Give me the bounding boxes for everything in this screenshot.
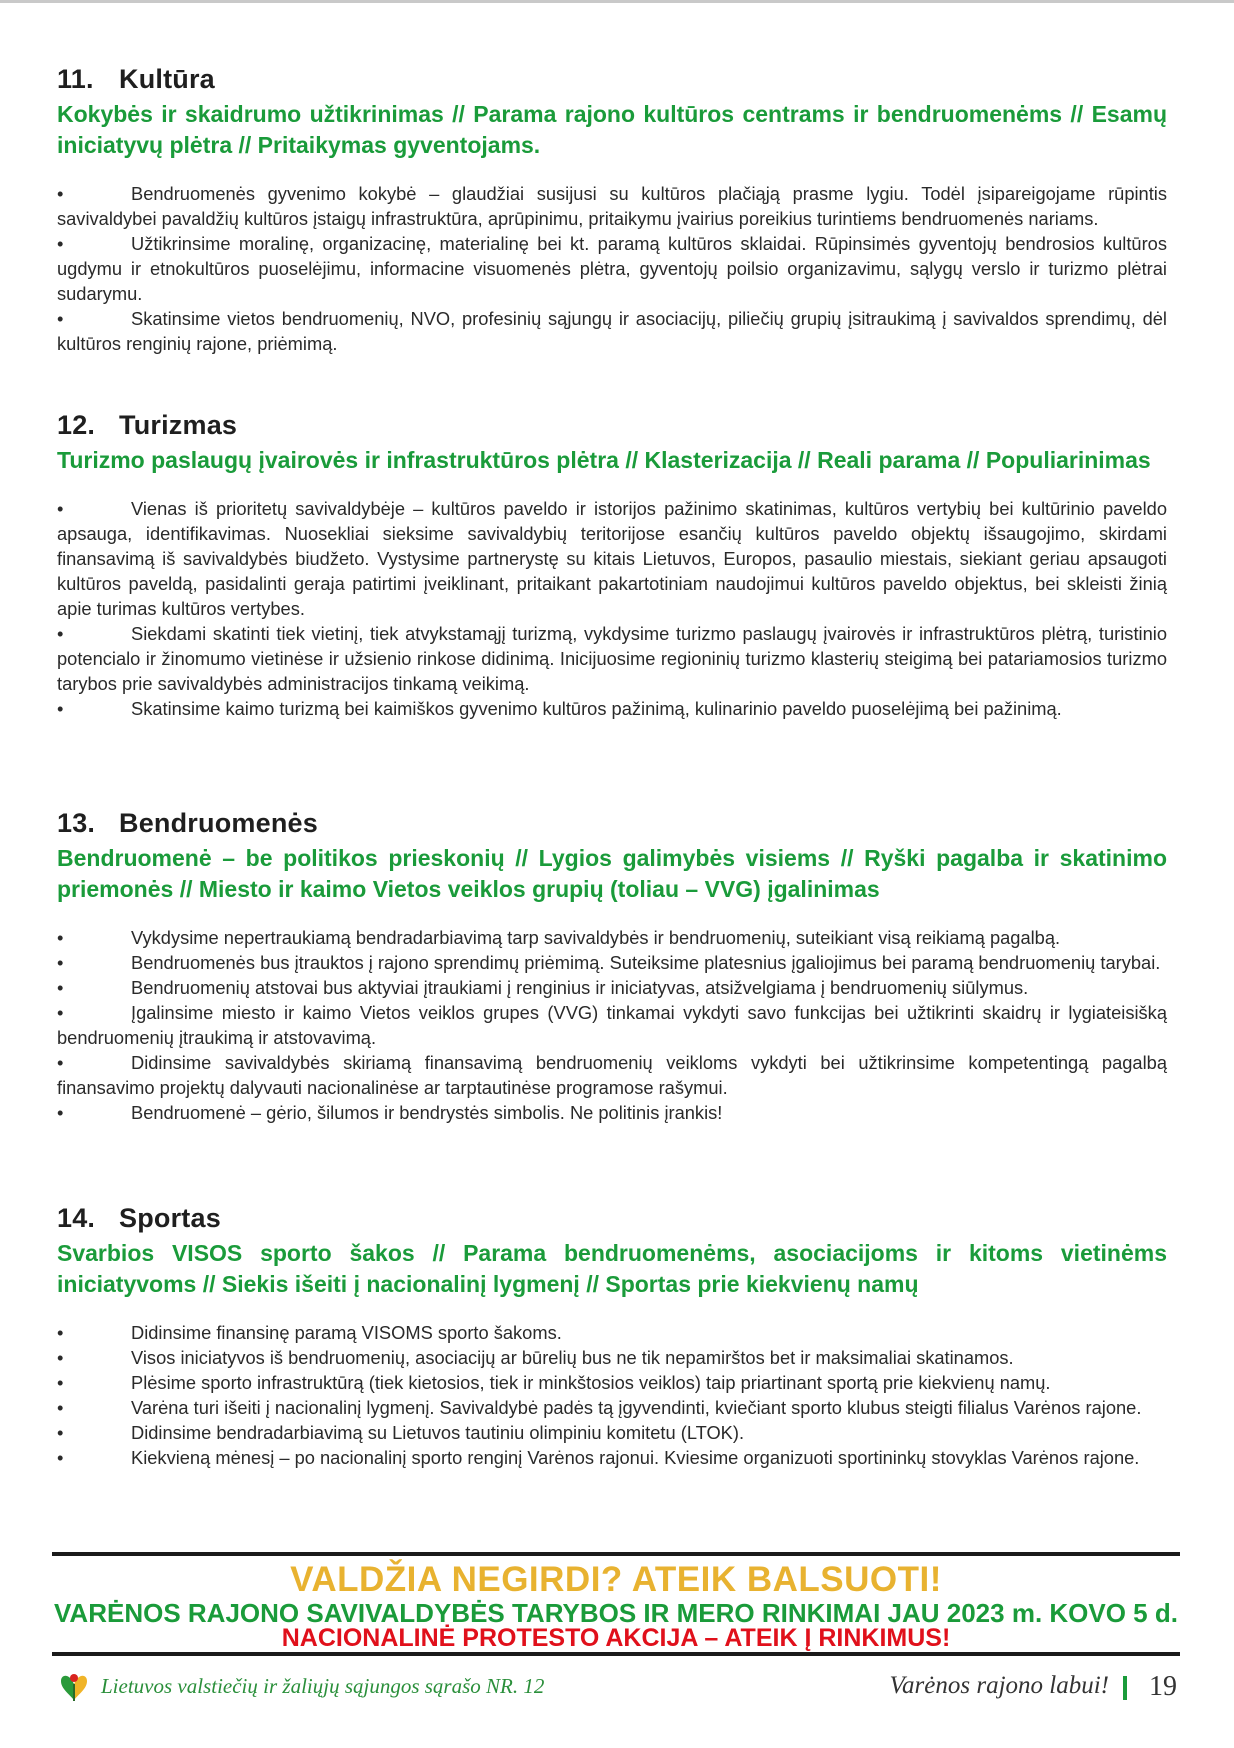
list-item: [57, 950, 1167, 975]
list-item: [57, 1395, 1167, 1420]
list-item-text: Didinsime bendradarbiavimą su Lietuvos tautiniu olimpiniu komitetu (LTOK).: [131, 1422, 745, 1443]
bullet-icon: •: [57, 1002, 64, 1023]
list-item: [57, 1100, 1167, 1125]
party-logo-icon: [57, 1670, 91, 1704]
document-page: [57, 0, 1167, 1748]
bullet-icon: •: [57, 977, 64, 998]
list-item-text: Kiekvieną mėnesį – po nacionalinį sporto renginį Varėnos rajonui. Kviesime organizuoti sportininkų stovyklas Varėnos rajone.: [131, 1447, 1140, 1468]
page-number: 19: [1149, 1671, 1177, 1702]
section-subtitle: Kokybės ir skaidrumo užtikrinimas // Parama rajono kultūros centrams ir bendruomenėms // Esamų iniciatyvų plėtra // Pritaikymas gyventojams.: [57, 101, 1167, 158]
bullet-icon: •: [57, 952, 64, 973]
list-item: [57, 1445, 1167, 1470]
bullet-list: [57, 496, 1167, 721]
bullet-icon: •: [57, 1372, 64, 1393]
list-item: [57, 306, 1167, 356]
list-item-text: Didinsime finansinę paramą VISOMS sporto šakoms.: [131, 1322, 562, 1343]
list-item-text: Bendruomenė – gėrio, šilumos ir bendrystės simbolis. Ne politinis įrankis!: [131, 1102, 723, 1123]
section-title: [57, 808, 1167, 839]
section-number: 11.: [57, 64, 94, 94]
list-item: [57, 1345, 1167, 1370]
section-subtitle: Bendruomenė – be politikos prieskonių // Lygios galimybės visiems // Ryški pagalba ir skatinimo priemonės // Miesto ir kaimo Vietos veiklos grupių (toliau – VVG) įgalinimas: [57, 845, 1167, 902]
section-subtitle: Svarbios VISOS sporto šakos // Parama bendruomenėms, asociacijoms ir kitoms vietinėms iniciatyvoms // Siekis išeiti į nacionalinį lygmenį // Sportas prie kiekvienų namų: [57, 1240, 1167, 1297]
bullet-icon: •: [57, 183, 64, 204]
list-item-text: Vykdysime nepertraukiamą bendradarbiavimą tarp savivaldybės ir bendruomenių, suteikiant visą reikiamą pagalbą.: [131, 927, 1061, 948]
list-item: [57, 1370, 1167, 1395]
section-title-text: Bendruomenės: [119, 808, 318, 838]
list-item: [57, 975, 1167, 1000]
banner-bottom-divider: [52, 1652, 1180, 1656]
list-item: [57, 1420, 1167, 1445]
bullet-icon: •: [57, 1322, 64, 1343]
bullet-icon: •: [57, 1052, 64, 1073]
section-kultura: [57, 64, 1167, 356]
section-title-text: Sportas: [119, 1203, 221, 1233]
bullet-icon: •: [57, 1347, 64, 1368]
bullet-icon: •: [57, 1397, 64, 1418]
section-title: [57, 410, 1167, 441]
page-footer: [57, 1668, 1177, 1708]
list-item-text: Skatinsime vietos bendruomenių, NVO, profesinių sąjungų ir asociacijų, piliečių grupių įsitraukimą į savivaldos sprendimų, dėl kultūros renginių rajone, priėmimą.: [57, 308, 1167, 354]
list-item: [57, 696, 1167, 721]
banner-protest-line: NACIONALINĖ PROTESTO AKCIJA – ATEIK Į RINKIMUS!: [281, 1624, 951, 1652]
banner-headline: VALDŽIA NEGIRDI? ATEIK BALSUOTI!: [290, 1560, 942, 1599]
list-item-text: Skatinsime kaimo turizmą bei kaimiškos gyvenimo kultūros pažinimą, kulinarinio paveldo puoselėjimą bei pažinimą.: [131, 698, 1062, 719]
list-item: [57, 1050, 1167, 1100]
section-number: 14.: [57, 1203, 96, 1233]
footer-separator: [1123, 1676, 1127, 1700]
list-item-text: Bendruomenės gyvenimo kokybė – glaudžiai susijusi su kultūros plačiąją prasme lygiu. Todėl įsipareigojame rūpintis savivaldybei pavaldžių kultūros įstaigų infrastruktūra, aprūpinimu, pritaikymu įvairius poreikius turintiems bendruomenės nariams.: [57, 183, 1167, 229]
bullet-list: [57, 925, 1167, 1125]
list-item: [57, 925, 1167, 950]
section-number: 12.: [57, 410, 96, 440]
section-sportas: [57, 1203, 1167, 1470]
banner-election-line: VARĖNOS RAJONO SAVIVALDYBĖS TARYBOS IR MERO RINKIMAI JAU 2023 m. KOVO 5 d.: [54, 1598, 1178, 1628]
section-turizmas: [57, 410, 1167, 721]
list-item: [57, 231, 1167, 306]
bullet-list: [57, 181, 1167, 356]
bullet-icon: •: [57, 1102, 64, 1123]
list-item-text: Bendruomenių atstovai bus aktyviai įtraukiami į renginius ir iniciatyvas, atsižvelgiama į bendruomenių siūlymus.: [131, 977, 1029, 998]
section-title-text: Kultūra: [119, 64, 215, 94]
list-item-text: Visos iniciatyvos iš bendruomenių, asociacijų ar būrelių bus ne tik nepamirštos bet ir maksimaliai skatinamos.: [131, 1347, 1014, 1368]
list-item: [57, 181, 1167, 231]
footer-slogan: Varėnos rajono labui!: [889, 1672, 1109, 1699]
list-item-text: Užtikrinsime moralinę, organizacinę, materialinę bei kt. paramą kultūros sklaidai. Rūpinsimės gyventojų bendrosios kultūros ugdymu ir etnokultūros puoselėjimu, informacine visuomenės plėtra, gyventojų poilsio organizavimu, sąlygų verslo ir turizmo plėtrai sudarymu.: [57, 233, 1167, 304]
section-subtitle: Turizmo paslaugų įvairovės ir infrastruktūros plėtra // Klasterizacija // Reali parama // Populiarinimas: [57, 447, 1151, 473]
section-title: [57, 1203, 1167, 1234]
bullet-icon: •: [57, 927, 64, 948]
banner-top-divider: [52, 1552, 1180, 1556]
list-item-text: Plėsime sporto infrastruktūrą (tiek kietosios, tiek ir minkštosios veiklos) taip priartinant sportą prie kiekvienų namų.: [131, 1372, 1051, 1393]
section-title-text: Turizmas: [119, 410, 238, 440]
bullet-icon: •: [57, 233, 64, 254]
section-title: [57, 64, 1167, 95]
list-item-text: Didinsime savivaldybės skiriamą finansavimą bendruomenių veikloms vykdyti bei užtikrinsime kompetentingą pagalbą finansavimo projektų dalyvauti nacionalinėse ar tarptautinėse programose rašymui.: [57, 1052, 1167, 1098]
list-item-text: Vienas iš prioritetų savivaldybėje – kultūros paveldo ir istorijos pažinimo skatinimas, kultūros vertybių bei kultūrinio paveldo apsauga, identifikavimas. Nuosekliai sieksime savivaldybių teritorijose esančių kultūros paveldo objektų išsaugojimo, skirdami finansavimą iš savivaldybės biudžeto. Vystysime partnerystę su kitais Lietuvos, Europos, pasaulio miestais, siekiant geriau apsaugoti kultūros paveldą, pasidalinti geraja patirtimi įveiklinant, pritaikant pakartotiniam naudojimui kultūros paveldo objektus, bei skleisti žinią apie turimas kultūros vertybes.: [57, 498, 1167, 619]
bullet-icon: •: [57, 623, 64, 644]
section-number: 13.: [57, 808, 96, 838]
bullet-icon: •: [57, 698, 64, 719]
bullet-icon: •: [57, 308, 64, 329]
bullet-icon: •: [57, 1447, 64, 1468]
list-item: [57, 496, 1167, 621]
bullet-icon: •: [57, 498, 64, 519]
list-item-text: Varėna turi išeiti į nacionalinį lygmenį. Savivaldybė padės tą įgyvendinti, kviečiant sporto klubus steigti filialus Varėnos rajone.: [131, 1397, 1142, 1418]
bullet-icon: •: [57, 1422, 64, 1443]
list-item: [57, 621, 1167, 696]
list-item: [57, 1320, 1167, 1345]
section-bendruomenes: [57, 808, 1167, 1125]
list-item-text: Siekdami skatinti tiek vietinį, tiek atvykstamąjį turizmą, vykdysime turizmo paslaugų įvairovės ir infrastruktūros plėtrą, turistinio potencialo ir žinomumo vietinėse ir užsienio rinkose didinimą. Inicijuosime regioninių turizmo klasterių steigimą bei patariamosios turizmo tarybos prie savivaldybės administracijos tinkamą veikimą.: [57, 623, 1167, 694]
bullet-list: [57, 1320, 1167, 1470]
footer-party-list: Lietuvos valstiečių ir žaliųjų sąjungos sąrašo NR. 12: [101, 1674, 545, 1698]
list-item: [57, 1000, 1167, 1050]
list-item-text: Bendruomenės bus įtrauktos į rajono sprendimų priėmimą. Suteiksime platesnius įgaliojimus bei paramą bendruomenių tarybai.: [131, 952, 1161, 973]
list-item-text: Įgalinsime miesto ir kaimo Vietos veiklos grupes (VVG) tinkamai vykdyti savo funkcijas bei užtikrinti skaidrų ir lygiateisišką bendruomenių įtraukimą ir atstovavimą.: [57, 1002, 1167, 1048]
